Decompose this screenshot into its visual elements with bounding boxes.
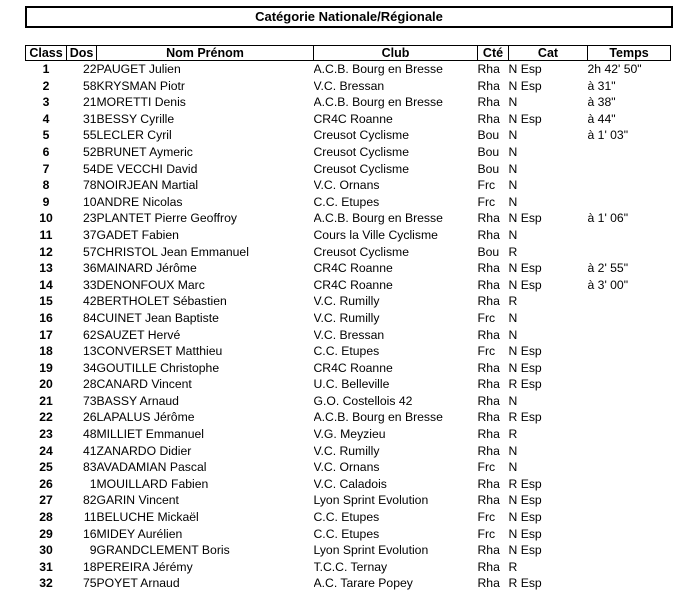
- cell-club: V.C. Caladois: [313, 476, 387, 491]
- cell-name: KRYSMAN Piotr: [96, 78, 185, 93]
- cell-cat: R Esp: [508, 576, 542, 591]
- cell-class: 2: [42, 78, 50, 93]
- cell-cat: N: [508, 327, 518, 342]
- cell-class: 23: [39, 427, 53, 442]
- cell-class: 13: [39, 261, 53, 276]
- cell-name: BELUCHE Mickaël: [96, 510, 199, 525]
- cell-cte: Rha: [477, 576, 500, 591]
- cell-cte: Rha: [477, 410, 500, 425]
- table-row: [26, 244, 671, 261]
- cell-cat: N: [508, 128, 518, 143]
- cell-class: 3: [42, 95, 50, 110]
- cell-club: V.C. Ornans: [313, 178, 380, 193]
- table-row: [26, 327, 671, 344]
- cell-time: [588, 293, 671, 310]
- cell-time: [588, 144, 671, 161]
- table-row: [26, 310, 671, 327]
- table-row: [26, 509, 671, 526]
- cell-club: V.C. Rumilly: [313, 443, 380, 458]
- cell-time: 2h 42' 50": [587, 62, 642, 76]
- cell-cat: N Esp: [508, 510, 542, 525]
- cell-cte: Bou: [477, 244, 500, 259]
- cell-club: CR4C Roanne: [313, 111, 393, 126]
- cell-dos: 16: [82, 526, 97, 541]
- cell-club: Creusot Cyclisme: [313, 244, 409, 259]
- cell-class: 22: [39, 410, 53, 425]
- cell-club: C.C. Etupes: [313, 510, 380, 525]
- cell-dos: 34: [82, 360, 97, 375]
- cell-name: BESSY Cyrille: [96, 111, 175, 126]
- cell-name: MILLIET Emmanuel: [96, 427, 204, 442]
- cell-dos: 11: [83, 510, 97, 525]
- table-row: [26, 61, 671, 78]
- cell-class: 31: [39, 559, 53, 574]
- cell-name: POYET Arnaud: [96, 576, 180, 591]
- cell-cte: Frc: [477, 526, 496, 541]
- cell-cat: R Esp: [508, 476, 542, 491]
- cell-club: Lyon Sprint Evolution: [313, 543, 429, 558]
- header-cat: Cat: [509, 46, 588, 61]
- cell-cat: N: [508, 393, 518, 408]
- cell-club: T.C.C. Ternay: [313, 559, 388, 574]
- table-row: [26, 127, 671, 144]
- cell-cat: N: [508, 460, 518, 475]
- table-row: [26, 78, 671, 95]
- cell-time: [588, 526, 671, 543]
- cell-dos: 82: [82, 493, 97, 508]
- cell-dos: 26: [82, 410, 97, 425]
- cell-time: [588, 376, 671, 393]
- table-row: [26, 376, 671, 393]
- cell-club: Creusot Cyclisme: [313, 144, 409, 159]
- table-row: [26, 227, 671, 244]
- header-club: Club: [314, 46, 478, 61]
- cell-cte: Rha: [477, 78, 500, 93]
- cell-cat: R Esp: [508, 410, 542, 425]
- cell-cat: N: [508, 161, 518, 176]
- header-time: Temps: [588, 46, 671, 61]
- cell-club: C.C. Etupes: [313, 526, 380, 541]
- cell-club: A.C.B. Bourg en Bresse: [313, 410, 443, 425]
- cell-club: C.C. Etupes: [313, 194, 380, 209]
- cell-dos: 57: [82, 244, 97, 259]
- table-row: [26, 194, 671, 211]
- cell-club: V.C. Ornans: [313, 460, 380, 475]
- table-row: [26, 459, 671, 476]
- cell-time: [588, 476, 671, 493]
- header-cte: Cté: [478, 46, 509, 61]
- cell-cte: Rha: [477, 327, 500, 342]
- table-row: [26, 492, 671, 509]
- cell-club: CR4C Roanne: [313, 277, 393, 292]
- cell-cat: N Esp: [508, 62, 542, 76]
- cell-club: Lyon Sprint Evolution: [313, 493, 429, 508]
- cell-dos: 22: [82, 62, 97, 76]
- table-row: [26, 443, 671, 460]
- cell-time: à 2' 55": [587, 261, 629, 276]
- cell-cat: N Esp: [508, 211, 542, 226]
- cell-class: 14: [39, 277, 53, 292]
- cell-time: [588, 194, 671, 211]
- cell-class: 8: [42, 178, 50, 193]
- cell-club: C.C. Etupes: [313, 344, 380, 359]
- cell-club: Cours la Ville Cyclisme: [313, 227, 438, 242]
- cell-time: [588, 459, 671, 476]
- cell-class: 6: [42, 144, 50, 159]
- cell-dos: 73: [82, 393, 97, 408]
- cell-class: 29: [39, 526, 53, 541]
- table-row: [26, 426, 671, 443]
- cell-class: 12: [39, 244, 53, 259]
- cell-cte: Frc: [477, 510, 496, 525]
- table-row: [26, 526, 671, 543]
- cell-dos: 1: [89, 476, 97, 491]
- results-body: [26, 61, 671, 593]
- cell-class: 26: [39, 476, 53, 491]
- cell-cat: N: [508, 310, 518, 325]
- cell-club: V.C. Rumilly: [313, 310, 380, 325]
- cell-name: CANARD Vincent: [96, 377, 192, 392]
- cell-dos: 58: [82, 78, 97, 93]
- cell-dos: 21: [82, 95, 97, 110]
- cell-club: V.C. Bressan: [313, 327, 385, 342]
- table-row: [26, 542, 671, 559]
- cell-cat: N Esp: [508, 261, 542, 276]
- cell-cat: R: [508, 559, 518, 574]
- cell-time: à 31": [587, 78, 616, 93]
- cell-name: CUINET Jean Baptiste: [96, 310, 219, 325]
- cell-dos: 13: [82, 344, 97, 359]
- cell-cat: N: [508, 443, 518, 458]
- cell-time: [588, 161, 671, 178]
- cell-club: A.C.B. Bourg en Bresse: [313, 211, 443, 226]
- table-row: [26, 161, 671, 178]
- cell-class: 18: [39, 344, 53, 359]
- cell-time: [588, 227, 671, 244]
- cell-name: DENONFOUX Marc: [96, 277, 205, 292]
- cell-time: [588, 426, 671, 443]
- cell-time: à 44": [587, 111, 616, 126]
- cell-name: DE VECCHI David: [96, 161, 198, 176]
- cell-dos: 9: [89, 543, 97, 558]
- cell-name: PLANTET Pierre Geoffroy: [96, 211, 237, 226]
- cell-cat: N: [508, 194, 518, 209]
- cell-class: 5: [42, 128, 50, 143]
- cell-dos: 33: [82, 277, 97, 292]
- cell-name: CHRISTOL Jean Emmanuel: [96, 244, 249, 259]
- cell-class: 25: [39, 460, 53, 475]
- cell-dos: 31: [82, 111, 97, 126]
- cell-cat: N Esp: [508, 277, 542, 292]
- cell-class: 30: [39, 543, 53, 558]
- cell-cte: Bou: [477, 144, 500, 159]
- cell-time: [588, 559, 671, 576]
- cell-name: ANDRE Nicolas: [96, 194, 183, 209]
- cell-class: 21: [39, 393, 53, 408]
- cell-cat: R Esp: [508, 377, 542, 392]
- cell-cat: N: [508, 95, 518, 110]
- cell-class: 7: [42, 161, 50, 176]
- cell-cte: Rha: [477, 211, 500, 226]
- cell-time: [588, 177, 671, 194]
- cell-cte: Rha: [477, 377, 500, 392]
- cell-cat: R: [508, 244, 518, 259]
- header-name: Nom Prénom: [97, 46, 314, 61]
- header-dos: Dos: [67, 46, 97, 61]
- cell-name: MAINARD Jérôme: [96, 261, 197, 276]
- cell-name: LAPALUS Jérôme: [96, 410, 195, 425]
- cell-time: [588, 343, 671, 360]
- cell-club: A.C.B. Bourg en Bresse: [313, 95, 443, 110]
- cell-time: [588, 393, 671, 410]
- cell-cte: Rha: [477, 95, 500, 110]
- cell-dos: 62: [82, 327, 97, 342]
- cell-club: A.C. Tarare Popey: [313, 576, 413, 591]
- cell-class: 9: [42, 194, 50, 209]
- cell-class: 4: [42, 111, 50, 126]
- cell-time: [588, 310, 671, 327]
- cell-dos: 18: [82, 559, 97, 574]
- cell-cat: R: [508, 427, 518, 442]
- cell-time: [588, 327, 671, 344]
- cell-name: MIDEY Aurélien: [96, 526, 183, 541]
- category-title: Catégorie Nationale/Régionale: [25, 6, 673, 28]
- cell-name: SAUZET Hervé: [96, 327, 181, 342]
- table-row: [26, 94, 671, 111]
- cell-cat: N Esp: [508, 78, 542, 93]
- cell-time: [588, 492, 671, 509]
- cell-time: à 1' 06": [587, 211, 629, 226]
- header-class: Class: [26, 46, 67, 61]
- cell-cte: Rha: [477, 493, 500, 508]
- cell-cat: N: [508, 144, 518, 159]
- cell-club: CR4C Roanne: [313, 360, 393, 375]
- cell-cte: Rha: [477, 261, 500, 276]
- cell-dos: 10: [82, 194, 97, 209]
- cell-name: PAUGET Julien: [96, 62, 181, 76]
- cell-cte: Frc: [477, 460, 496, 475]
- table-row: [26, 409, 671, 426]
- cell-name: BRUNET Aymeric: [96, 144, 193, 159]
- cell-cte: Bou: [477, 161, 500, 176]
- cell-dos: 83: [82, 460, 97, 475]
- cell-cat: N: [508, 227, 518, 242]
- cell-cte: Rha: [477, 543, 500, 558]
- cell-time: [588, 575, 671, 592]
- cell-cat: N Esp: [508, 344, 542, 359]
- cell-class: 17: [39, 327, 53, 342]
- cell-time: à 38": [587, 95, 616, 110]
- cell-cat: N Esp: [508, 493, 542, 508]
- cell-cte: Rha: [477, 559, 500, 574]
- table-row: [26, 293, 671, 310]
- cell-cte: Frc: [477, 310, 496, 325]
- cell-dos: 28: [82, 377, 97, 392]
- cell-dos: 52: [82, 144, 97, 159]
- cell-class: 28: [39, 510, 53, 525]
- table-row: [26, 277, 671, 294]
- cell-name: LECLER Cyril: [96, 128, 172, 143]
- cell-name: BASSY Arnaud: [96, 393, 179, 408]
- cell-cte: Rha: [477, 427, 500, 442]
- cell-time: [588, 509, 671, 526]
- cell-dos: 54: [82, 161, 97, 176]
- cell-cte: Rha: [477, 294, 500, 309]
- cell-class: 32: [39, 576, 53, 591]
- cell-name: GRANDCLEMENT Boris: [96, 543, 230, 558]
- cell-name: NOIRJEAN Martial: [96, 178, 199, 193]
- cell-club: V.C. Bressan: [313, 78, 385, 93]
- cell-dos: 75: [82, 576, 97, 591]
- cell-time: à 3' 00": [587, 277, 629, 292]
- cell-time: [588, 542, 671, 559]
- cell-name: AVADAMIAN Pascal: [96, 460, 207, 475]
- cell-class: 19: [39, 360, 53, 375]
- cell-cte: Rha: [477, 393, 500, 408]
- cell-cte: Bou: [477, 128, 500, 143]
- cell-time: à 1' 03": [587, 128, 629, 143]
- cell-cat: N Esp: [508, 111, 542, 126]
- cell-name: GADET Fabien: [96, 227, 179, 242]
- cell-cte: Frc: [477, 178, 496, 193]
- cell-dos: 48: [82, 427, 97, 442]
- table-row: [26, 210, 671, 227]
- cell-class: 10: [39, 211, 53, 226]
- cell-time: [588, 409, 671, 426]
- cell-dos: 23: [82, 211, 97, 226]
- cell-cte: Rha: [477, 476, 500, 491]
- cell-time: [588, 443, 671, 460]
- cell-club: A.C.B. Bourg en Bresse: [313, 62, 443, 76]
- cell-name: MORETTI Denis: [96, 95, 186, 110]
- cell-class: 15: [39, 294, 53, 309]
- cell-cte: Rha: [477, 277, 500, 292]
- cell-name: PEREIRA Jérémy: [96, 559, 193, 574]
- cell-club: G.O. Costellois 42: [313, 393, 413, 408]
- table-row: [26, 393, 671, 410]
- cell-name: CONVERSET Matthieu: [96, 344, 223, 359]
- cell-name: ZANARDO Didier: [96, 443, 192, 458]
- cell-club: Creusot Cyclisme: [313, 161, 409, 176]
- cell-club: CR4C Roanne: [313, 261, 393, 276]
- cell-dos: 84: [82, 310, 97, 325]
- cell-time: [588, 360, 671, 377]
- cell-cte: Rha: [477, 443, 500, 458]
- table-row: [26, 111, 671, 128]
- results-table: [25, 45, 671, 592]
- cell-club: V.G. Meyzieu: [313, 427, 386, 442]
- cell-class: 20: [39, 377, 53, 392]
- table-row: [26, 575, 671, 592]
- cell-cte: Rha: [477, 227, 500, 242]
- cell-club: Creusot Cyclisme: [313, 128, 409, 143]
- cell-name: BERTHOLET Sébastien: [96, 294, 227, 309]
- cell-cte: Frc: [477, 194, 496, 209]
- cell-class: 16: [39, 310, 53, 325]
- table-row: [26, 559, 671, 576]
- cell-dos: 37: [82, 227, 97, 242]
- cell-class: 1: [42, 62, 50, 76]
- cell-cte: Frc: [477, 344, 496, 359]
- cell-cat: N: [508, 178, 518, 193]
- table-row: [26, 476, 671, 493]
- cell-cat: R: [508, 294, 518, 309]
- cell-dos: 41: [82, 443, 97, 458]
- cell-dos: 78: [82, 178, 97, 193]
- table-row: [26, 177, 671, 194]
- cell-class: 11: [39, 227, 53, 242]
- cell-cte: Rha: [477, 111, 500, 126]
- cell-name: GOUTILLE Christophe: [96, 360, 220, 375]
- cell-cat: N Esp: [508, 526, 542, 541]
- table-row: [26, 360, 671, 377]
- cell-cat: N Esp: [508, 360, 542, 375]
- cell-name: GARIN Vincent: [96, 493, 179, 508]
- cell-name: MOUILLARD Fabien: [96, 476, 209, 491]
- table-row: [26, 343, 671, 360]
- cell-dos: 42: [82, 294, 97, 309]
- cell-cte: Rha: [477, 360, 500, 375]
- cell-time: [588, 244, 671, 261]
- table-header-row: [26, 46, 671, 61]
- table-row: [26, 144, 671, 161]
- cell-class: 24: [39, 443, 53, 458]
- cell-club: U.C. Belleville: [313, 377, 390, 392]
- cell-class: 27: [39, 493, 53, 508]
- cell-cat: N Esp: [508, 543, 542, 558]
- table-row: [26, 260, 671, 277]
- cell-dos: 36: [82, 261, 97, 276]
- cell-club: V.C. Rumilly: [313, 294, 380, 309]
- cell-cte: Rha: [477, 62, 500, 76]
- cell-dos: 55: [82, 128, 97, 143]
